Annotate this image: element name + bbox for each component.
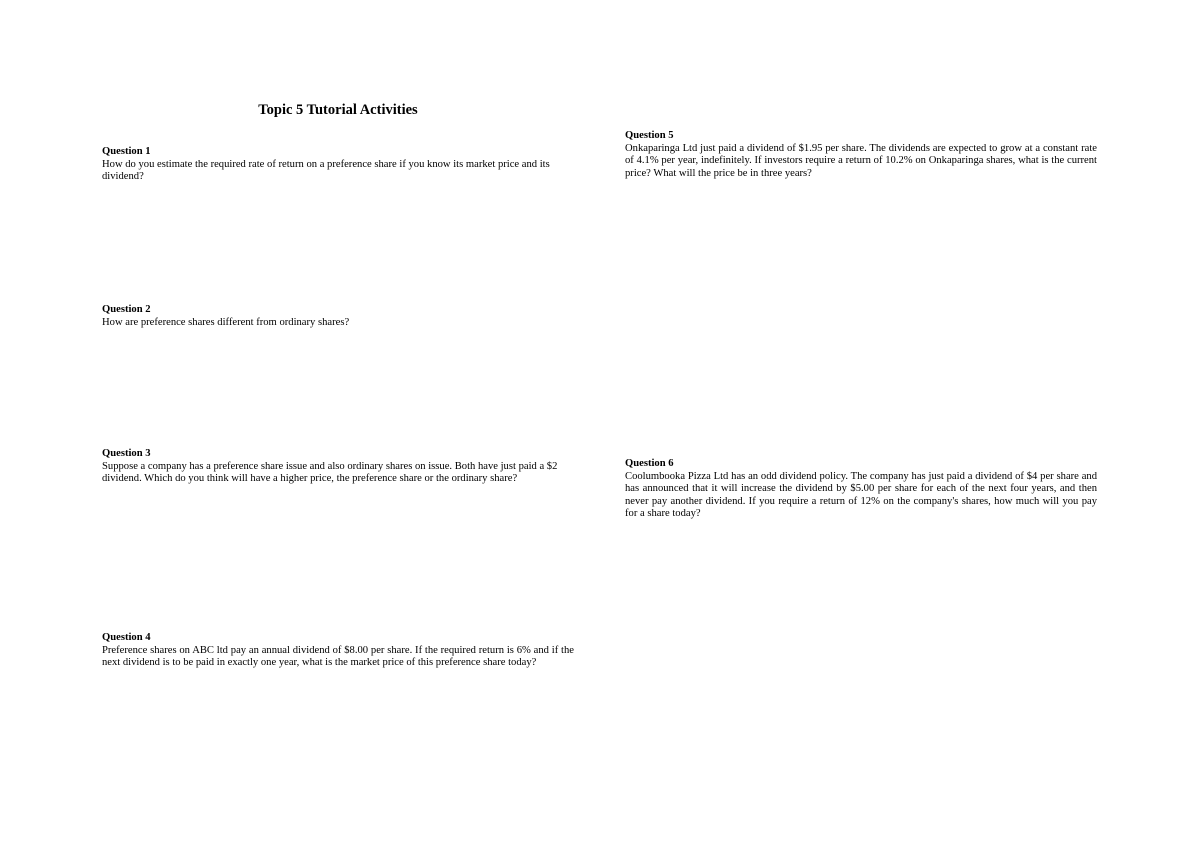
question-3-text: Suppose a company has a preference share issue and also ordinary shares on issue. Both have just paid a $2 dividend. Which do you think will have a higher price, the preference share or the ordinary share? [102,460,558,485]
question-4-heading: Question 4 [102,632,151,643]
question-2 [102,304,574,329]
question-3-heading: Question 3 [102,448,151,459]
question-6 [625,458,1097,521]
question-5-text: Onkaparinga Ltd just paid a dividend of $1.95 per share. The dividends are expected to grow at a constant rate of 4.1% per year, indefinitely. If investors require a return of 10.2% on Onkaparinga shares, what is the current price? What will the price be in three years? [625,142,1097,179]
question-1-heading: Question 1 [102,146,151,157]
question-5 [625,130,1097,180]
question-2-heading: Question 2 [102,304,151,315]
question-6-heading: Question 6 [625,458,674,469]
question-5-heading: Question 5 [625,130,674,141]
page-title: Topic 5 Tutorial Activities [258,102,418,118]
question-4 [102,632,574,670]
question-2-text: How are preference shares different from ordinary shares? [102,316,350,328]
question-1 [102,146,574,184]
question-1-text: How do you estimate the required rate of return on a preference share if you know its market price and its dividend? [102,158,550,183]
question-3 [102,448,574,486]
question-6-text: Coolumbooka Pizza Ltd has an odd dividend policy. The company has just paid a dividend of $4 per share and has announced that it will increase the dividend by $5.00 per share for each of the next four years, and then never pay another dividend. If you require a return of 12% on the company's shares, how much will you pay for a share today? [625,470,1097,520]
question-4-text: Preference shares on ABC ltd pay an annual dividend of $8.00 per share. If the required return is 6% and if the next dividend is to be paid in exactly one year, what is the market price of this preference share today? [102,644,574,669]
